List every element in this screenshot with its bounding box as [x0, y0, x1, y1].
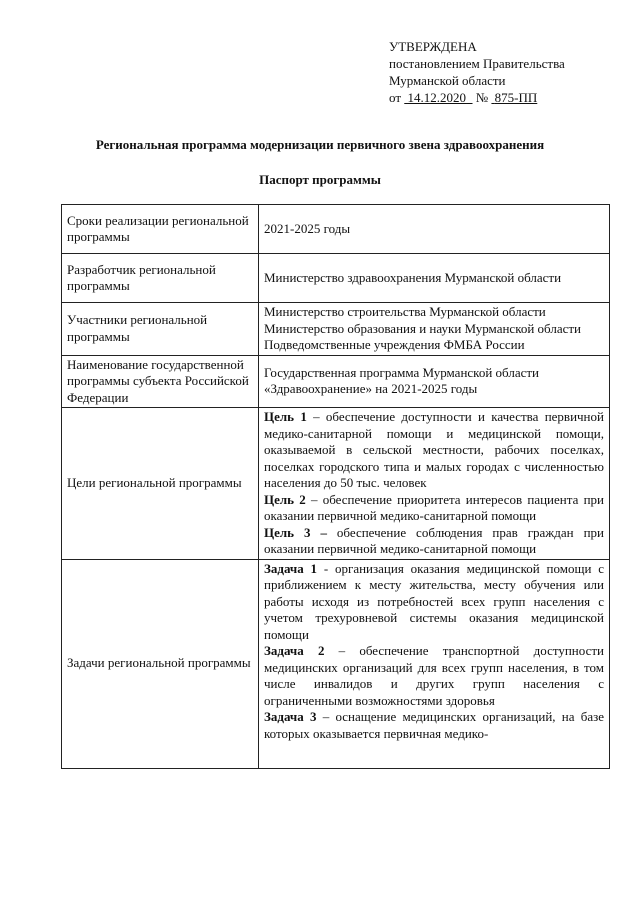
- row-label: Задачи региональной программы: [62, 559, 259, 768]
- approval-number-prefix: №: [472, 90, 492, 105]
- approval-number: 875-ПП: [494, 90, 538, 105]
- table-row: [62, 205, 610, 254]
- row-label: Участники региональной программы: [62, 303, 259, 356]
- row-value: [259, 303, 610, 356]
- approval-block: [389, 38, 565, 106]
- participant-item: Министерство образования и науки Мурманской области: [264, 320, 582, 336]
- table-row: [62, 355, 610, 408]
- approval-date-prefix: от: [389, 90, 405, 105]
- table-row: [62, 559, 610, 768]
- table-row: [62, 254, 610, 303]
- passport-table: [61, 204, 610, 769]
- approval-date: 14.12.2020: [407, 90, 467, 105]
- row-value: Государственная программа Мурманской области «Здравоохранение» на 2021-2025 годы: [259, 355, 610, 408]
- approval-authority: постановлением Правительства: [389, 56, 565, 71]
- row-value: Министерство здравоохранения Мурманской области: [259, 254, 610, 303]
- participant-item: Подведомственные учреждения ФМБА России: [264, 337, 525, 352]
- task-item: Задача 2 – обеспечение транспортной доступности медицинских организаций для всех групп населения, в том числе инвалидов и других групп населения с ограниченными возможностями здоровья: [264, 643, 604, 708]
- approval-region: Мурманской области: [389, 73, 506, 88]
- tasks-content: [264, 561, 604, 767]
- row-label: Разработчик региональной программы: [62, 254, 259, 303]
- table-row: [62, 408, 610, 560]
- passport-title: Паспорт программы: [259, 172, 381, 187]
- row-label: Сроки реализации региональной программы: [62, 205, 259, 254]
- approval-date-line: [389, 89, 565, 106]
- row-value: [259, 408, 610, 560]
- row-value: 2021-2025 годы: [259, 205, 610, 254]
- document-title: Региональная программа модернизации первичного звена здравоохранения: [95, 137, 545, 152]
- row-label: Цели региональной программы: [62, 408, 259, 560]
- row-value: [259, 559, 610, 768]
- table-row: [62, 303, 610, 356]
- participant-item: Министерство строительства Мурманской области: [264, 304, 546, 319]
- row-label: Наименование государственной программы субъекта Российской Федерации: [62, 355, 259, 408]
- goal-item: Цель 2 – обеспечение приоритета интересов пациента при оказании первичной медико-санитарной помощи: [264, 491, 604, 523]
- task-item: Задача 3 – оснащение медицинских организаций, на базе которых оказывается первичная медико-: [264, 709, 604, 741]
- approval-heading: УТВЕРЖДЕНА: [389, 39, 477, 54]
- goal-item: Цель 1 – обеспечение доступности и качества первичной медико-санитарной помощи и медицинской помощи, оказываемой в сельской местности, рабочих поселках, поселках городского типа и малых городах с численностью населения до 50 тыс. человек: [264, 409, 604, 490]
- goal-item: Цель 3 – обеспечение соблюдения прав граждан при оказании первичной медико-санитарной помощи: [264, 524, 604, 556]
- task-item: Задача 1 - организация оказания медицинской помощи с приближением к месту жительства, месту обучения или работы исходя из потребностей всех групп населения с учетом трехуровневой системы оказания медицинской помощи: [264, 560, 604, 642]
